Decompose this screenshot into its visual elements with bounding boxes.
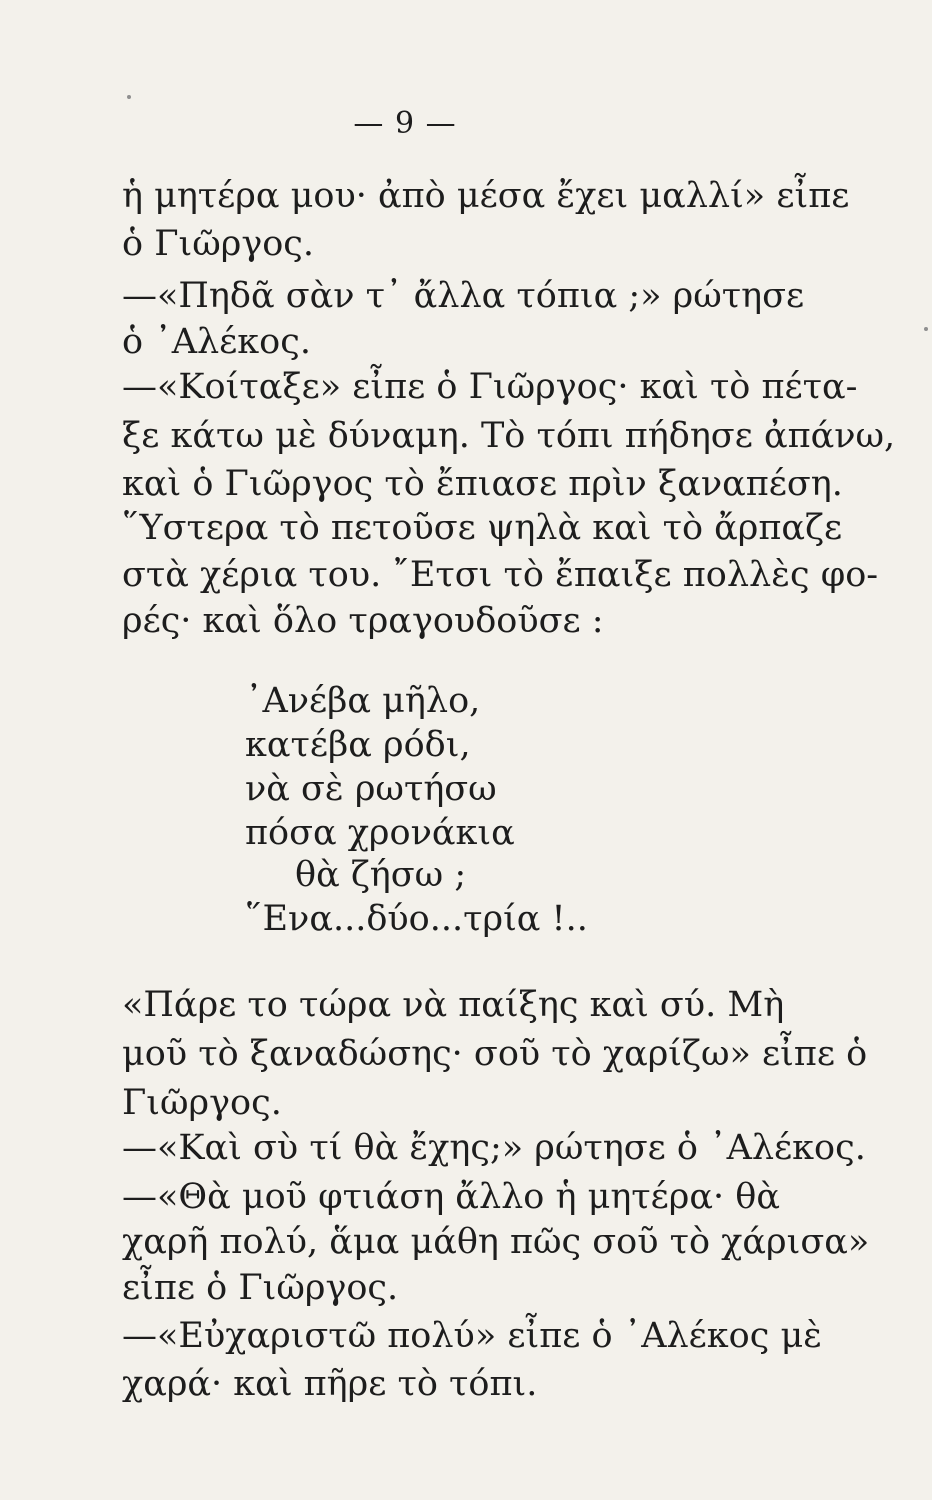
verse-line: θὰ ζήσω ;: [295, 855, 467, 895]
text-line: μοῦ τὸ ξαναδώσης· σοῦ τὸ χαρίζω» εἶπε ὁ: [122, 1034, 868, 1074]
text-line: εἶπε ὁ Γιῶργος.: [122, 1268, 399, 1308]
text-line: ῞Υστερα τὸ πετοῦσε ψηλὰ καὶ τὸ ἄρπαζε: [122, 508, 843, 548]
paper-speck: [924, 327, 928, 331]
page-number: — 9 —: [353, 106, 457, 141]
text-line: Γιῶργος.: [122, 1083, 282, 1123]
text-line: —«Κοίταξε» εἶπε ὁ Γιῶργος· καὶ τὸ πέτα-: [122, 367, 858, 407]
text-line: καὶ ὁ Γιῶργος τὸ ἔπιασε πρὶν ξαναπέση.: [122, 464, 843, 504]
text-line: ξε κάτω μὲ δύναμη. Τὸ τόπι πήδησε ἀπάνω,: [122, 416, 896, 456]
text-line: —«Θὰ μοῦ φτιάση ἄλλο ἡ μητέρα· θὰ: [122, 1177, 780, 1217]
text-line: —«Καὶ σὺ τί θὰ ἔχης;» ρώτησε ὁ ᾽Αλέκος.: [122, 1128, 866, 1168]
paper-speck: [127, 95, 131, 99]
text-line: ὁ ᾽Αλέκος.: [122, 322, 311, 362]
verse-line: πόσα χρονάκια: [245, 813, 515, 853]
text-line: στὰ χέρια του. ῎Ετσι τὸ ἔπαιξε πολλὲς φο-: [122, 555, 879, 595]
text-line: —«Πηδᾶ σὰν τ᾽ ἄλλα τόπια ;» ρώτησε: [122, 276, 805, 316]
text-line: χαρῆ πολύ, ἅμα μάθη πῶς σοῦ τὸ χάρισα»: [122, 1222, 870, 1262]
text-line: ἡ μητέρα μου· ἀπὸ μέσα ἔχει μαλλί» εἶπε: [122, 176, 850, 216]
text-line: χαρά· καὶ πῆρε τὸ τόπι.: [122, 1364, 538, 1404]
text-line: ρές· καὶ ὅλο τραγουδοῦσε :: [122, 601, 604, 641]
text-line: «Πάρε το τώρα νὰ παίξης καὶ σύ. Μὴ: [122, 985, 785, 1025]
verse-line: ᾽Ανέβα μῆλο,: [245, 681, 481, 721]
text-line: ὁ Γιῶργος.: [122, 224, 315, 264]
verse-line: ῞Ενα...δύο...τρία !..: [245, 899, 588, 939]
verse-line: κατέβα ρόδι,: [245, 725, 471, 765]
verse-line: νὰ σὲ ρωτήσω: [245, 769, 497, 809]
text-line: —«Εὐχαριστῶ πολύ» εἶπε ὁ ᾽Αλέκος μὲ: [122, 1316, 822, 1356]
